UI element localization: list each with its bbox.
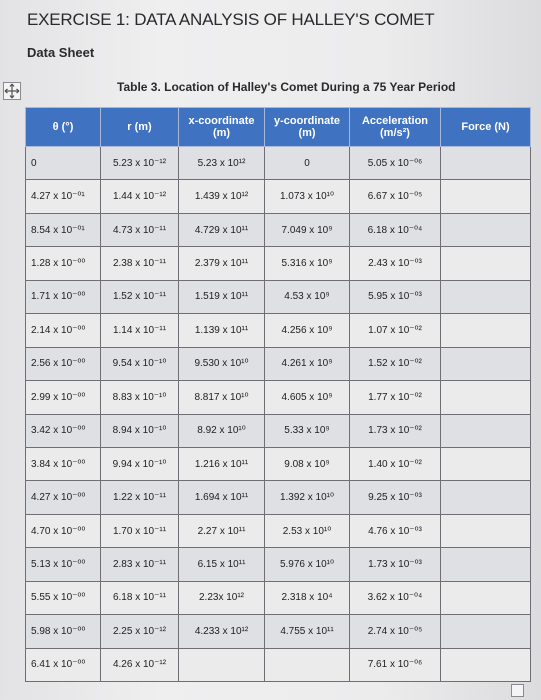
column-header: Acceleration (m/s²) [350, 108, 441, 147]
table-cell[interactable]: 1.14 x 10⁻¹¹ [101, 314, 179, 347]
table-move-handle-icon[interactable] [3, 82, 21, 100]
table-cell[interactable]: 1.073 x 10¹⁰ [265, 180, 350, 213]
table-cell[interactable] [265, 648, 350, 681]
table-caption: Table 3. Location of Halley's Comet During a 75 Year Period [117, 80, 456, 94]
table-cell[interactable]: 6.15 x 10¹¹ [179, 548, 265, 581]
table-cell[interactable]: 1.519 x 10¹¹ [179, 280, 265, 313]
table-cell[interactable]: 1.07 x 10⁻⁰² [350, 314, 441, 347]
table-cell[interactable]: 8.83 x 10⁻¹⁰ [101, 381, 179, 414]
table-cell[interactable]: 2.53 x 10¹⁰ [265, 514, 350, 547]
table-cell[interactable]: 5.976 x 10¹⁰ [265, 548, 350, 581]
table-cell[interactable]: 8.817 x 10¹⁰ [179, 381, 265, 414]
table-cell[interactable]: 2.83 x 10⁻¹¹ [101, 548, 179, 581]
table-cell[interactable]: 4.233 x 10¹² [179, 615, 265, 648]
table-cell[interactable]: 1.40 x 10⁻⁰² [350, 447, 441, 480]
table-cell[interactable]: 2.14 x 10⁻⁰⁰ [26, 314, 101, 347]
table-cell[interactable]: 9.94 x 10⁻¹⁰ [101, 447, 179, 480]
table-cell[interactable] [441, 447, 531, 480]
table-cell[interactable]: 4.755 x 10¹¹ [265, 615, 350, 648]
table-cell[interactable]: 7.61 x 10⁻⁰⁶ [350, 648, 441, 681]
table-cell[interactable]: 4.27 x 10⁻⁰⁰ [26, 481, 101, 514]
table-row [26, 381, 531, 414]
table-cell[interactable]: 5.95 x 10⁻⁰³ [350, 280, 441, 313]
table-cell[interactable]: 4.53 x 10⁹ [265, 280, 350, 313]
table-cell[interactable] [441, 414, 531, 447]
table-cell[interactable] [441, 514, 531, 547]
table-cell[interactable]: 4.26 x 10⁻¹² [101, 648, 179, 681]
table-cell[interactable]: 0 [26, 147, 101, 180]
table-cell[interactable] [441, 648, 531, 681]
table-cell[interactable]: 1.439 x 10¹² [179, 180, 265, 213]
table-cell[interactable]: 5.316 x 10⁹ [265, 247, 350, 280]
table-cell[interactable]: 5.23 x 10¹² [179, 147, 265, 180]
table-row [26, 414, 531, 447]
column-header: Force (N) [441, 108, 531, 147]
table-cell[interactable]: 1.52 x 10⁻⁰² [350, 347, 441, 380]
table-cell[interactable] [441, 381, 531, 414]
table-cell[interactable] [179, 648, 265, 681]
exercise-heading: EXERCISE 1: DATA ANALYSIS OF HALLEY'S COMET [27, 10, 435, 29]
table-cell[interactable]: 5.33 x 10⁹ [265, 414, 350, 447]
table-row [26, 581, 531, 614]
table-row [26, 280, 531, 313]
table-cell[interactable]: 2.23x 10¹² [179, 581, 265, 614]
table-cell[interactable]: 6.18 x 10⁻¹¹ [101, 581, 179, 614]
table-cell[interactable]: 2.318 x 10⁴ [265, 581, 350, 614]
table-cell[interactable]: 6.18 x 10⁻⁰⁴ [350, 213, 441, 246]
table-row [26, 180, 531, 213]
table-row [26, 514, 531, 547]
table-cell[interactable]: 0 [265, 147, 350, 180]
table-cell[interactable]: 2.379 x 10¹¹ [179, 247, 265, 280]
table-cell[interactable]: 1.139 x 10¹¹ [179, 314, 265, 347]
table-row [26, 548, 531, 581]
table-cell[interactable]: 8.94 x 10⁻¹⁰ [101, 414, 179, 447]
table-cell[interactable] [441, 213, 531, 246]
table-cell[interactable] [441, 180, 531, 213]
table-cell[interactable]: 1.22 x 10⁻¹¹ [101, 481, 179, 514]
table-row [26, 347, 531, 380]
table-row [26, 447, 531, 480]
table-cell[interactable]: 5.98 x 10⁻⁰⁰ [26, 615, 101, 648]
table-cell[interactable] [441, 481, 531, 514]
table-cell[interactable]: 3.42 x 10⁻⁰⁰ [26, 414, 101, 447]
table-row [26, 314, 531, 347]
table-cell[interactable]: 9.08 x 10⁹ [265, 447, 350, 480]
table-row [26, 615, 531, 648]
table-row [26, 648, 531, 681]
table-cell[interactable]: 4.261 x 10⁹ [265, 347, 350, 380]
table-cell[interactable]: 6.67 x 10⁻⁰⁵ [350, 180, 441, 213]
table-row [26, 147, 531, 180]
table-row [26, 481, 531, 514]
table-cell[interactable] [441, 581, 531, 614]
table-cell[interactable]: 5.23 x 10⁻¹² [101, 147, 179, 180]
table-cell[interactable] [441, 280, 531, 313]
table-cell[interactable]: 1.70 x 10⁻¹¹ [101, 514, 179, 547]
table-cell[interactable]: 5.05 x 10⁻⁰⁶ [350, 147, 441, 180]
resize-handle[interactable] [511, 684, 524, 697]
table-cell[interactable]: 1.52 x 10⁻¹¹ [101, 280, 179, 313]
table-cell[interactable]: 1.71 x 10⁻⁰⁰ [26, 280, 101, 313]
table-cell[interactable]: 8.92 x 10¹⁰ [179, 414, 265, 447]
table-cell[interactable]: 1.694 x 10¹¹ [179, 481, 265, 514]
table-cell[interactable]: 5.55 x 10⁻⁰⁰ [26, 581, 101, 614]
table-cell[interactable]: 4.73 x 10⁻¹¹ [101, 213, 179, 246]
table-cell[interactable]: 5.13 x 10⁻⁰⁰ [26, 548, 101, 581]
table-cell[interactable]: 6.41 x 10⁻⁰⁰ [26, 648, 101, 681]
table-cell[interactable]: 1.216 x 10¹¹ [179, 447, 265, 480]
comet-location-table [25, 107, 531, 682]
table-cell[interactable]: 8.54 x 10⁻⁰¹ [26, 213, 101, 246]
table-cell[interactable]: 4.729 x 10¹¹ [179, 213, 265, 246]
table-cell[interactable]: 2.74 x 10⁻⁰⁵ [350, 615, 441, 648]
table-cell[interactable]: 4.27 x 10⁻⁰¹ [26, 180, 101, 213]
table-cell[interactable]: 4.70 x 10⁻⁰⁰ [26, 514, 101, 547]
table-cell[interactable]: 9.530 x 10¹⁰ [179, 347, 265, 380]
table-cell[interactable] [441, 247, 531, 280]
table-cell[interactable]: 2.43 x 10⁻⁰³ [350, 247, 441, 280]
column-header: r (m) [101, 108, 179, 147]
table-cell[interactable]: 1.392 x 10¹⁰ [265, 481, 350, 514]
table-cell[interactable]: 3.84 x 10⁻⁰⁰ [26, 447, 101, 480]
table-cell[interactable]: 1.73 x 10⁻⁰³ [350, 548, 441, 581]
table-cell[interactable]: 9.54 x 10⁻¹⁰ [101, 347, 179, 380]
column-header: θ (°) [26, 108, 101, 147]
table-cell[interactable]: 4.76 x 10⁻⁰³ [350, 514, 441, 547]
table-cell[interactable]: 1.73 x 10⁻⁰² [350, 414, 441, 447]
table-row [26, 213, 531, 246]
table-row [26, 247, 531, 280]
table-cell[interactable]: 1.77 x 10⁻⁰² [350, 381, 441, 414]
table-cell[interactable] [441, 615, 531, 648]
table-cell[interactable]: 2.56 x 10⁻⁰⁰ [26, 347, 101, 380]
table-cell[interactable]: 2.99 x 10⁻⁰⁰ [26, 381, 101, 414]
table-cell[interactable]: 9.25 x 10⁻⁰³ [350, 481, 441, 514]
table-cell[interactable]: 7.049 x 10⁹ [265, 213, 350, 246]
table-cell[interactable] [441, 314, 531, 347]
table-cell[interactable]: 1.44 x 10⁻¹² [101, 180, 179, 213]
column-header: x-coordinate (m) [179, 108, 265, 147]
table-cell[interactable]: 2.38 x 10⁻¹¹ [101, 247, 179, 280]
table-cell[interactable]: 3.62 x 10⁻⁰⁴ [350, 581, 441, 614]
table-cell[interactable] [441, 548, 531, 581]
table-cell[interactable]: 4.605 x 10⁹ [265, 381, 350, 414]
table-cell[interactable] [441, 147, 531, 180]
column-header: y-coordinate (m) [265, 108, 350, 147]
table-cell[interactable]: 2.27 x 10¹¹ [179, 514, 265, 547]
table-cell[interactable]: 4.256 x 10⁹ [265, 314, 350, 347]
table-cell[interactable]: 1.28 x 10⁻⁰⁰ [26, 247, 101, 280]
table-header-row [26, 108, 531, 147]
table-cell[interactable] [441, 347, 531, 380]
table-cell[interactable]: 2.25 x 10⁻¹² [101, 615, 179, 648]
data-sheet-label: Data Sheet [27, 45, 95, 60]
